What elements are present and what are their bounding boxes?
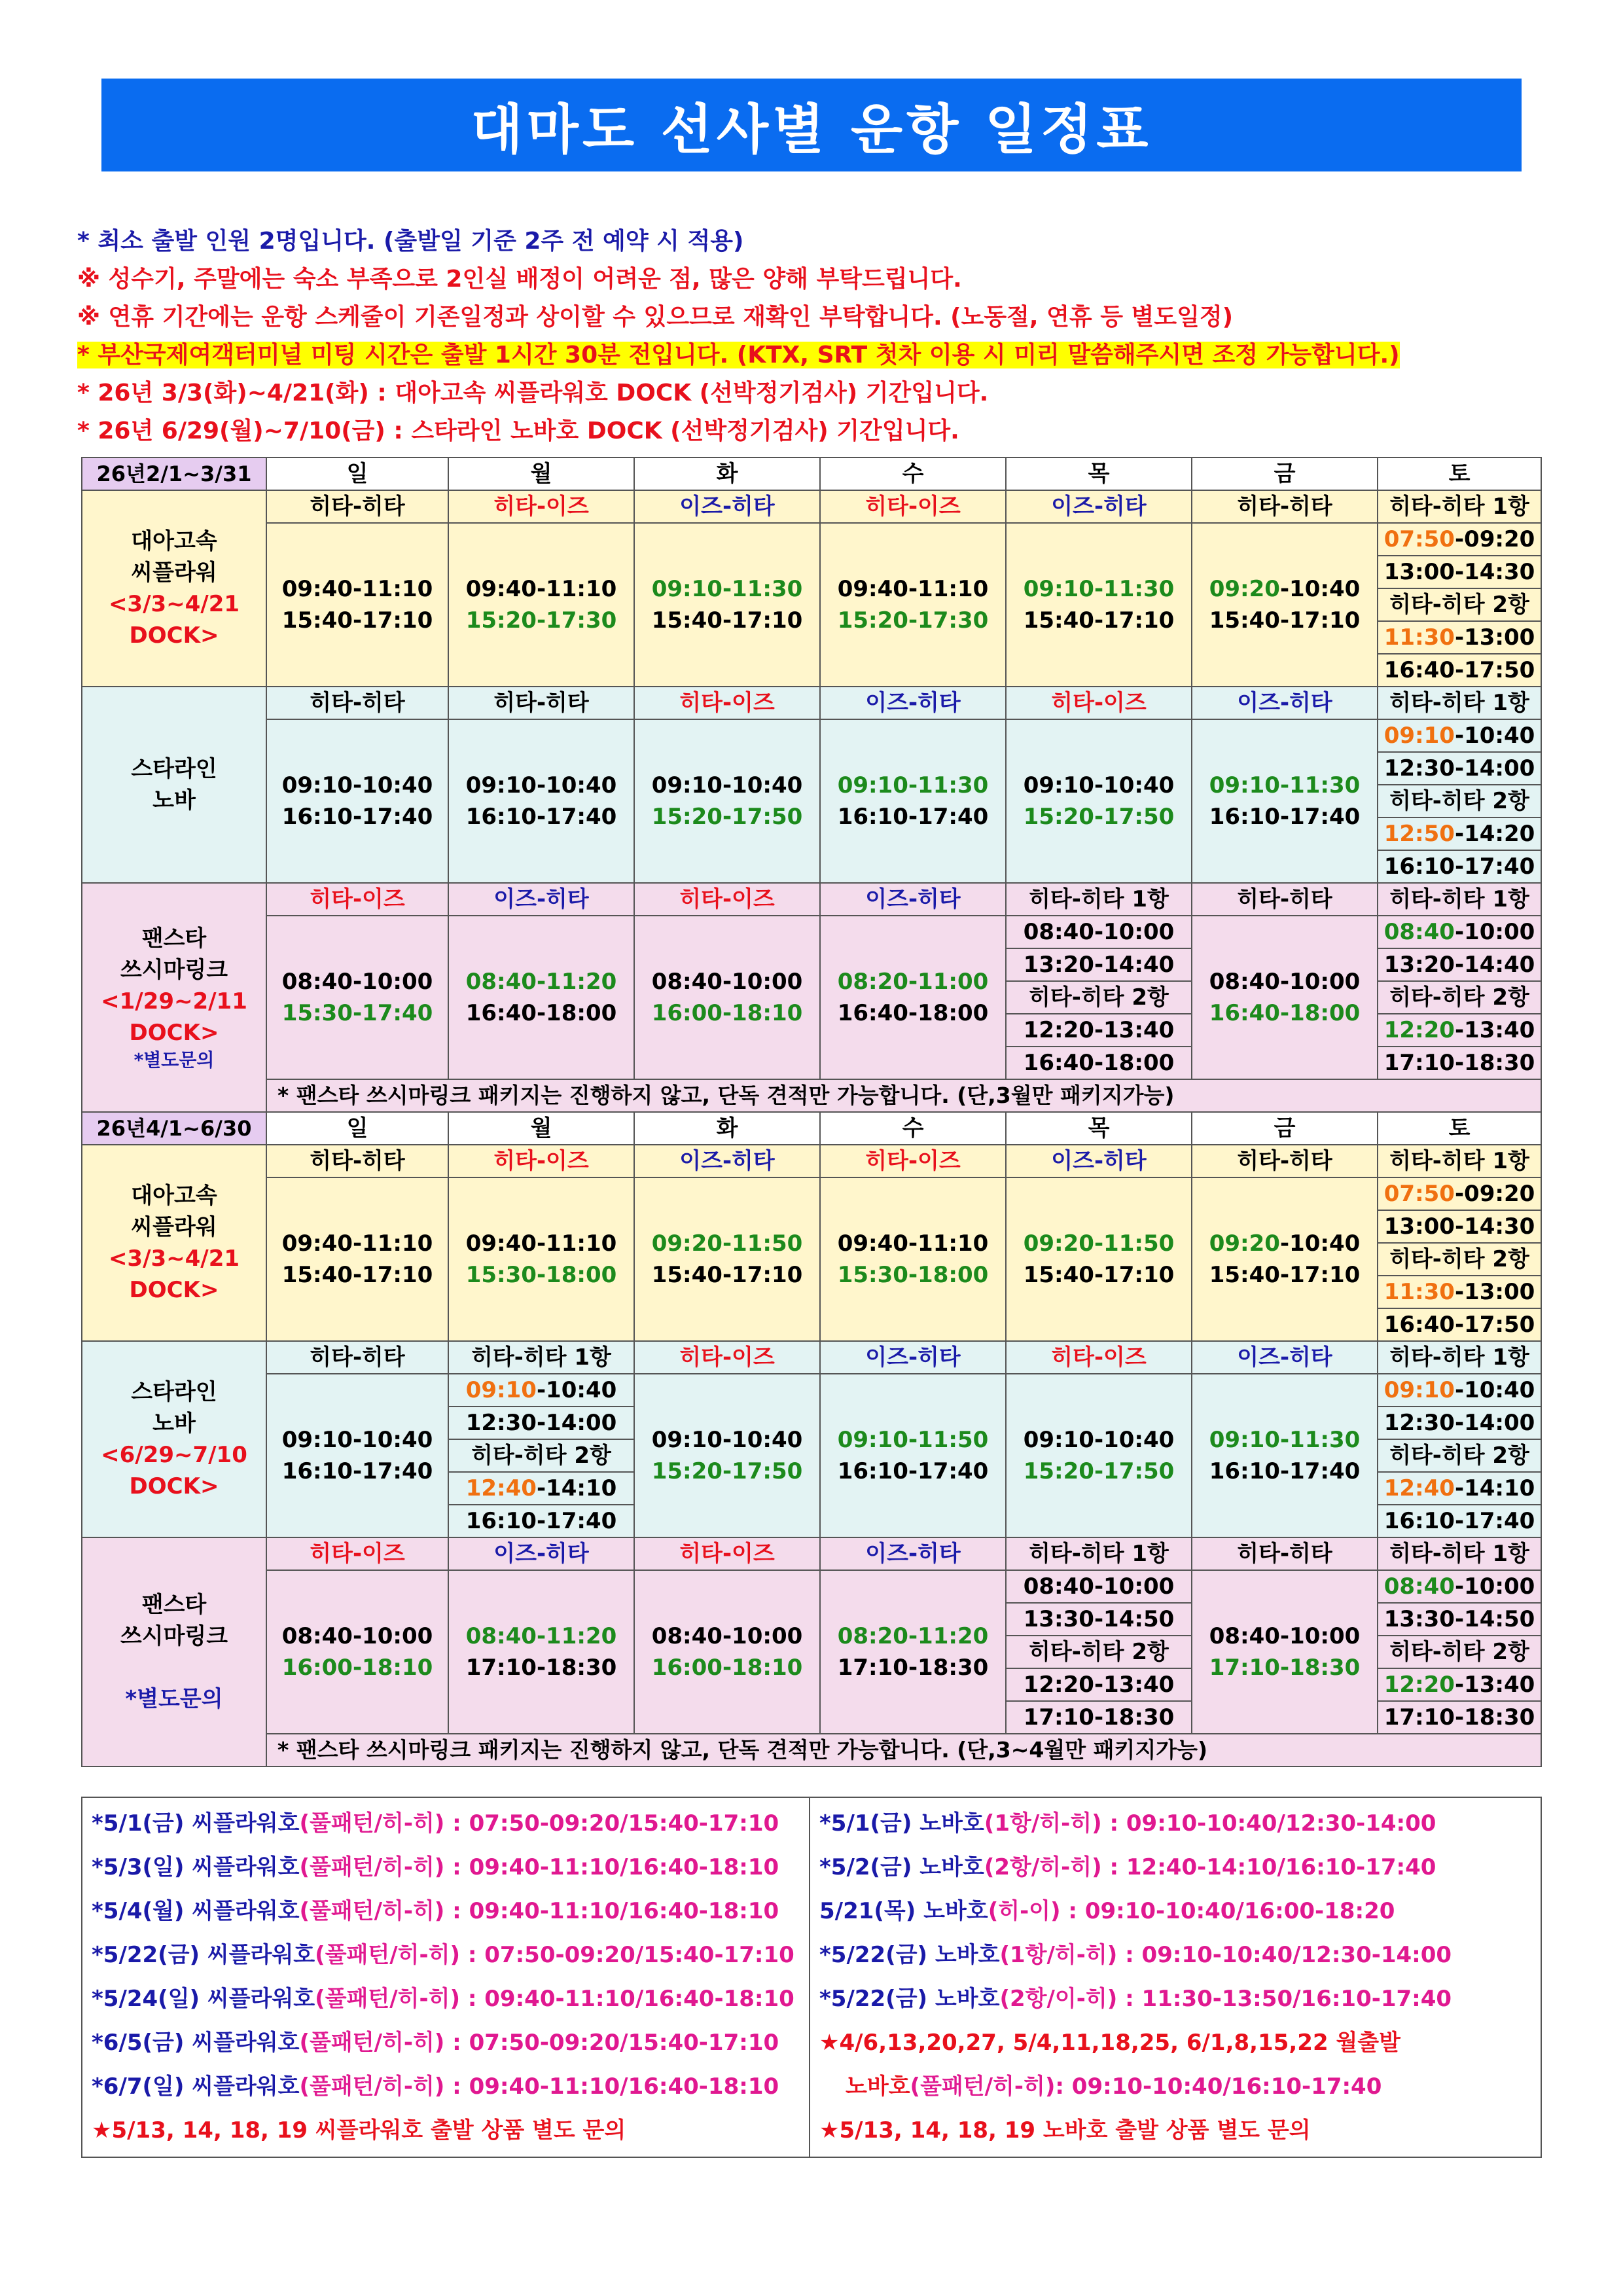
route: 히타-이즈 [634, 883, 820, 916]
times-fri: 08:40-10:00 17:10-18:30 [1192, 1570, 1378, 1734]
special-schedule-table [81, 1797, 1542, 2158]
notice-list [77, 223, 1550, 450]
list-item: *5/2(금) 노바호(2항/히-히) : 12:40-14:10/16:10-17:40 [819, 1854, 1436, 1880]
panstar-footnote: * 팬스타 쓰시마링크 패키지는 진행하지 않고, 단독 견적만 가능합니다. (단,3~4월만 패키지가능) [266, 1734, 1541, 1767]
route: 이즈-히타 [448, 883, 634, 916]
operator-nova: 스타라인 노바 <6/29~7/10 DOCK> [82, 1341, 266, 1537]
route: 히타-이즈 [634, 1537, 820, 1570]
sat-route2: 히타-히타 2항 [1378, 1636, 1541, 1668]
sat-trip2: 12:40-14:10 [1378, 1472, 1541, 1505]
list-item: ★5/13, 14, 18, 19 씨플라워호 출발 상품 별도 문의 [92, 2117, 626, 2144]
notice-holiday: ※ 연휴 기간에는 운항 스케줄이 기존일정과 상이할 수 있으므로 재확인 부탁합니다. (노동절, 연휴 등 별도일정) [77, 304, 1234, 331]
sat-route2: 히타-히타 2항 [1378, 1439, 1541, 1472]
route: 히타-히타 [266, 490, 448, 523]
times-thu: 09:10-10:40 15:20-17:50 [1006, 719, 1192, 883]
route: 이즈-히타 [634, 1145, 820, 1177]
route: 이즈-히타 [1006, 490, 1192, 523]
times-wed: 09:40-11:10 15:20-17:30 [820, 523, 1006, 687]
period-label: 26년2/1~3/31 [82, 457, 266, 490]
mon-trip2: 12:40-14:10 [448, 1472, 634, 1505]
sat-route2: 히타-히타 2항 [1378, 588, 1541, 621]
times-fri: 09:20-10:40 15:40-17:10 [1192, 523, 1378, 687]
route: 히타-히타 [266, 687, 448, 719]
times-mon: 09:40-11:10 15:20-17:30 [448, 523, 634, 687]
route: 히타-히타 1항 [1378, 1145, 1541, 1177]
list-item: *5/4(월) 씨플라워호(풀패턴/히-히) : 09:40-11:10/16:40-18:10 [92, 1898, 779, 1924]
times-fri: 09:10-11:30 16:10-17:40 [1192, 1374, 1378, 1537]
sat-time: 16:40-17:50 [1378, 1308, 1541, 1341]
times-sun: 09:10-10:40 16:10-17:40 [266, 719, 448, 883]
times-fri: 09:20-10:40 15:40-17:10 [1192, 1177, 1378, 1341]
route: 히타-히타 1항 [1006, 1537, 1192, 1570]
list-item: *5/22(금) 노바호(2항/이-히) : 11:30-13:50/16:10-17:40 [819, 1986, 1452, 2012]
route: 히타-히타 [1192, 490, 1378, 523]
times-thu: 09:10-11:30 15:40-17:10 [1006, 523, 1192, 687]
thu-time: 12:20-13:40 [1006, 1668, 1192, 1701]
thu-time: 08:40-10:00 [1006, 916, 1192, 948]
sat-trip1: 09:10-10:40 [1378, 719, 1541, 752]
route: 히타-이즈 [266, 1537, 448, 1570]
notice-meeting-time: * 부산국제여객터미널 미팅 시간은 출발 1시간 30분 전입니다. (KTX, SRT 첫차 이용 시 미리 말씀해주시면 조정 가능합니다.) [77, 342, 1400, 368]
list-item: 노바호(풀패턴/히-히): 09:10-10:40/16:10-17:40 [846, 2073, 1382, 2100]
sat-route2: 히타-히타 2항 [1378, 785, 1541, 817]
sat-trip2: 11:30-13:00 [1378, 621, 1541, 654]
route: 히타-히타 1항 [1378, 883, 1541, 916]
mon-time: 16:10-17:40 [448, 1505, 634, 1537]
times-wed: 09:40-11:10 15:30-18:00 [820, 1177, 1006, 1341]
times-mon: 08:40-11:20 16:40-18:00 [448, 916, 634, 1079]
day-sat: 토 [1378, 457, 1541, 490]
sat-trip2: 12:50-14:20 [1378, 817, 1541, 850]
times-sun: 08:40-10:00 16:00-18:10 [266, 1570, 448, 1734]
route: 이즈-히타 [1006, 1145, 1192, 1177]
list-item: *5/22(금) 씨플라워호(풀패턴/히-히) : 07:50-09:20/15:40-17:10 [92, 1942, 794, 1968]
sat-time: 17:10-18:30 [1378, 1701, 1541, 1734]
sat-trip1: 08:40-10:00 [1378, 1570, 1541, 1603]
times-tue: 09:10-11:30 15:40-17:10 [634, 523, 820, 687]
day-mon: 월 [448, 457, 634, 490]
list-item: *5/22(금) 노바호(1항/히-히) : 09:10-10:40/12:30-14:00 [819, 1942, 1452, 1968]
sat-trip2: 11:30-13:00 [1378, 1276, 1541, 1308]
day-fri: 금 [1192, 457, 1378, 490]
mon-route2: 히타-히타 2항 [448, 1439, 634, 1472]
seaflower-special-list [82, 1797, 810, 2157]
p2-seaflower-routes [82, 1145, 1541, 1177]
schedule-table [81, 457, 1542, 1767]
route: 히타-히타 1항 [1378, 687, 1541, 719]
panstar-footnote: * 팬스타 쓰시마링크 패키지는 진행하지 않고, 단독 견적만 가능합니다. (단,3월만 패키지가능) [266, 1079, 1541, 1112]
route: 히타-히타 [1192, 883, 1378, 916]
operator-panstar: 팬스타 쓰시마링크 <1/29~2/11 DOCK> *별도문의 [82, 883, 266, 1112]
sat-trip1: 07:50-09:20 [1378, 1177, 1541, 1210]
operator-nova: 스타라인 노바 [82, 687, 266, 883]
route: 이즈-히타 [448, 1537, 634, 1570]
route: 이즈-히타 [1192, 687, 1378, 719]
day-sat: 토 [1378, 1112, 1541, 1145]
times-mon: 08:40-11:20 17:10-18:30 [448, 1570, 634, 1734]
route: 히타-이즈 [266, 883, 448, 916]
nova-special-list [810, 1797, 1541, 2157]
times-wed: 09:10-11:50 16:10-17:40 [820, 1374, 1006, 1537]
times-thu: 09:10-10:40 15:20-17:50 [1006, 1374, 1192, 1537]
times-tue: 09:10-10:40 15:20-17:50 [634, 719, 820, 883]
period-label: 26년4/1~6/30 [82, 1112, 266, 1145]
day-sun: 일 [266, 457, 448, 490]
operator-panstar: 팬스타 쓰시마링크 *별도문의 [82, 1537, 266, 1767]
route: 히타-이즈 [448, 490, 634, 523]
times-sun: 08:40-10:00 15:30-17:40 [266, 916, 448, 1079]
list-item: *6/7(일) 씨플라워호(풀패턴/히-히) : 09:40-11:10/16:40-18:10 [92, 2073, 779, 2100]
route: 히타-이즈 [1006, 687, 1192, 719]
sat-trip1: 08:40-10:00 [1378, 916, 1541, 948]
route: 히타-히타 1항 [1378, 1341, 1541, 1374]
thu-time: 17:10-18:30 [1006, 1701, 1192, 1734]
p2-panstar-routes [82, 1537, 1541, 1570]
sat-route2: 히타-히타 2항 [1378, 1243, 1541, 1276]
day-wed: 수 [820, 457, 1006, 490]
route: 히타-히타 [1192, 1537, 1378, 1570]
route: 히타-이즈 [820, 490, 1006, 523]
times-tue: 08:40-10:00 16:00-18:10 [634, 916, 820, 1079]
thu-time: 08:40-10:00 [1006, 1570, 1192, 1603]
route: 이즈-히타 [820, 883, 1006, 916]
route: 히타-이즈 [634, 687, 820, 719]
list-item: *5/1(금) 노바호(1항/히-히) : 09:10-10:40/12:30-14:00 [819, 1810, 1436, 1837]
times-tue: 09:20-11:50 15:40-17:10 [634, 1177, 820, 1341]
sat-time: 16:10-17:40 [1378, 850, 1541, 883]
day-thu: 목 [1006, 1112, 1192, 1145]
times-sun: 09:40-11:10 15:40-17:10 [266, 1177, 448, 1341]
route: 이즈-히타 [820, 1537, 1006, 1570]
sat-time: 12:30-14:00 [1378, 1407, 1541, 1439]
thu-time: 12:20-13:40 [1006, 1014, 1192, 1047]
thu-route2: 히타-히타 2항 [1006, 1636, 1192, 1668]
sat-time: 16:40-17:50 [1378, 654, 1541, 687]
route: 이즈-히타 [634, 490, 820, 523]
day-fri: 금 [1192, 1112, 1378, 1145]
times-sun: 09:40-11:10 15:40-17:10 [266, 523, 448, 687]
route: 히타-히타 [266, 1145, 448, 1177]
route: 히타-히타 [266, 1341, 448, 1374]
times-fri: 09:10-11:30 16:10-17:40 [1192, 719, 1378, 883]
operator-seaflower: 대아고속 씨플라워 <3/3~4/21 DOCK> [82, 490, 266, 687]
list-item: *5/1(금) 씨플라워호(풀패턴/히-히) : 07:50-09:20/15:40-17:10 [92, 1810, 779, 1837]
sat-trip2: 12:20-13:40 [1378, 1668, 1541, 1701]
list-item: ★4/6,13,20,27, 5/4,11,18,25, 6/1,8,15,22 월출발 [819, 2030, 1400, 2056]
notice-seaflower-dock: * 26년 3/3(화)~4/21(화) : 대아고속 씨플라워호 DOCK (선박정기검사) 기간입니다. [77, 380, 989, 406]
route: 이즈-히타 [820, 1341, 1006, 1374]
sat-route2: 히타-히타 2항 [1378, 981, 1541, 1014]
times-fri: 08:40-10:00 16:40-18:00 [1192, 916, 1378, 1079]
thu-time: 16:40-18:00 [1006, 1047, 1192, 1079]
p2-nova-routes [82, 1341, 1541, 1374]
route: 히타-히타 1항 [1378, 1537, 1541, 1570]
p1-seaflower-routes [82, 490, 1541, 523]
sat-time: 17:10-18:30 [1378, 1047, 1541, 1079]
mon-time: 12:30-14:00 [448, 1407, 634, 1439]
route: 히타-이즈 [820, 1145, 1006, 1177]
notice-min-people: * 최소 출발 인원 2명입니다. (출발일 기준 2주 전 예약 시 적용) [77, 228, 744, 255]
notice-nova-dock: * 26년 6/29(월)~7/10(금) : 스타라인 노바호 DOCK (선박정기검사) 기간입니다. [77, 418, 959, 444]
thu-time: 13:30-14:50 [1006, 1603, 1192, 1636]
times-mon: 09:10-10:40 16:10-17:40 [448, 719, 634, 883]
p1-panstar-routes [82, 883, 1541, 916]
route: 이즈-히타 [820, 687, 1006, 719]
times-wed: 08:20-11:20 17:10-18:30 [820, 1570, 1006, 1734]
route: 히타-히타 [1192, 1145, 1378, 1177]
list-item: 5/21(목) 노바호(히-이) : 09:10-10:40/16:00-18:20 [819, 1898, 1395, 1924]
sat-time: 16:10-17:40 [1378, 1505, 1541, 1537]
sat-time: 13:20-14:40 [1378, 948, 1541, 981]
day-wed: 수 [820, 1112, 1006, 1145]
p1-nova-routes [82, 687, 1541, 719]
period2-header [82, 1112, 1541, 1145]
mon-trip1: 09:10-10:40 [448, 1374, 634, 1407]
day-mon: 월 [448, 1112, 634, 1145]
day-tue: 화 [634, 457, 820, 490]
route: 히타-히타 1항 [1378, 490, 1541, 523]
times-sun: 09:10-10:40 16:10-17:40 [266, 1374, 448, 1537]
times-mon: 09:40-11:10 15:30-18:00 [448, 1177, 634, 1341]
list-item: *6/5(금) 씨플라워호(풀패턴/히-히) : 07:50-09:20/15:40-17:10 [92, 2030, 779, 2056]
sat-time: 13:30-14:50 [1378, 1603, 1541, 1636]
list-item: ★5/13, 14, 18, 19 노바호 출발 상품 별도 문의 [819, 2117, 1311, 2144]
route: 히타-히타 1항 [1006, 883, 1192, 916]
list-item: *5/3(일) 씨플라워호(풀패턴/히-히) : 09:40-11:10/16:40-18:10 [92, 1854, 779, 1880]
sat-time: 13:00-14:30 [1378, 556, 1541, 588]
sat-time: 12:30-14:00 [1378, 752, 1541, 785]
times-wed: 09:10-11:30 16:10-17:40 [820, 719, 1006, 883]
day-tue: 화 [634, 1112, 820, 1145]
times-tue: 08:40-10:00 16:00-18:10 [634, 1570, 820, 1734]
times-tue: 09:10-10:40 15:20-17:50 [634, 1374, 820, 1537]
thu-time: 13:20-14:40 [1006, 948, 1192, 981]
route: 히타-이즈 [634, 1341, 820, 1374]
day-sun: 일 [266, 1112, 448, 1145]
operator-seaflower: 대아고속 씨플라워 <3/3~4/21 DOCK> [82, 1145, 266, 1341]
route: 히타-이즈 [448, 1145, 634, 1177]
list-item: *5/24(일) 씨플라워호(풀패턴/히-히) : 09:40-11:10/16:40-18:10 [92, 1986, 794, 2012]
times-wed: 08:20-11:00 16:40-18:00 [820, 916, 1006, 1079]
sat-trip2: 12:20-13:40 [1378, 1014, 1541, 1047]
times-thu: 09:20-11:50 15:40-17:10 [1006, 1177, 1192, 1341]
route: 히타-이즈 [1006, 1341, 1192, 1374]
route: 히타-히타 1항 [448, 1341, 634, 1374]
route: 히타-히타 [448, 687, 634, 719]
day-thu: 목 [1006, 457, 1192, 490]
route: 이즈-히타 [1192, 1341, 1378, 1374]
page-title: 대마도 선사별 운항 일정표 [101, 79, 1522, 171]
sat-trip1: 09:10-10:40 [1378, 1374, 1541, 1407]
thu-route2: 히타-히타 2항 [1006, 981, 1192, 1014]
sat-trip1: 07:50-09:20 [1378, 523, 1541, 556]
notice-peak-season: ※ 성수기, 주말에는 숙소 부족으로 2인실 배정이 어려운 점, 많은 양해 부탁드립니다. [77, 266, 962, 293]
sat-time: 13:00-14:30 [1378, 1210, 1541, 1243]
period1-header [82, 457, 1541, 490]
